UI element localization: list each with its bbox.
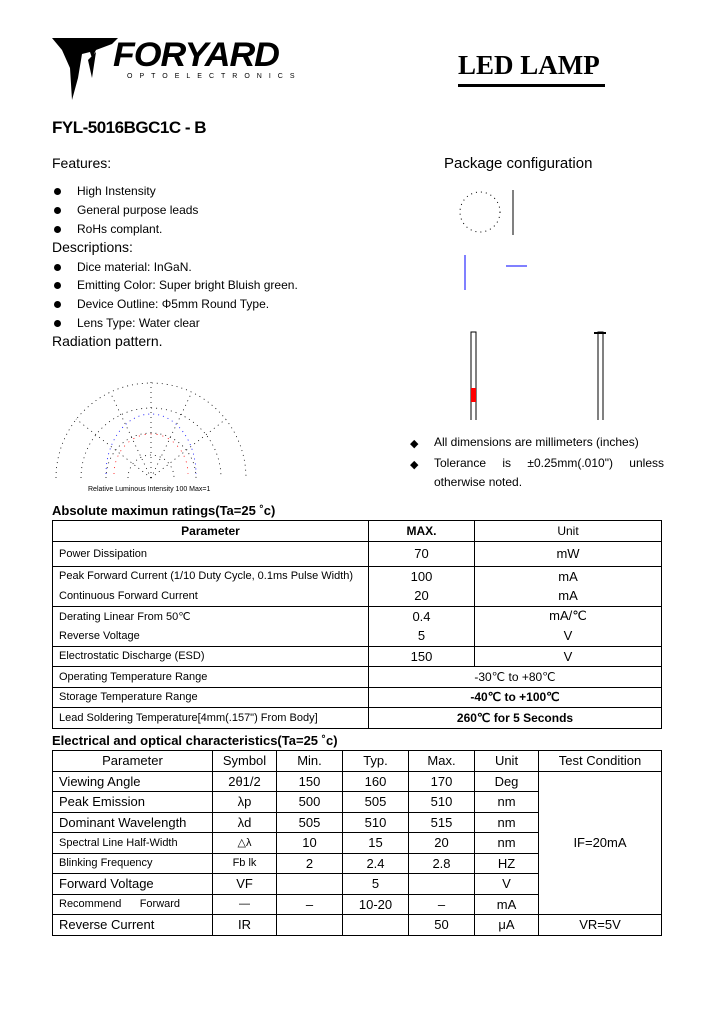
symbol-cell: — [213, 894, 277, 915]
unit-cell: nm [475, 792, 539, 813]
parameter-cell: Dominant Wavelength [53, 812, 213, 833]
unit-cell: Deg [475, 771, 539, 792]
max-cell: 515 [409, 812, 475, 833]
unit-cell: V [475, 874, 539, 895]
symbol-cell: VF [213, 874, 277, 895]
unit-cell: nm [475, 812, 539, 833]
min-cell: 500 [277, 792, 343, 813]
radiation-pattern-diagram [36, 374, 266, 486]
table-row: Derating Linear From 50℃ 0.4 mA/℃ [53, 606, 662, 626]
table-header-row: Parameter Symbol Min. Typ. Max. Unit Test Condition [53, 751, 662, 772]
feature-item: General purpose leads [77, 203, 198, 217]
max-cell [409, 874, 475, 895]
symbol-cell: Fb lk [213, 853, 277, 874]
diamond-bullet-icon: ◆ [410, 438, 419, 450]
parameter-cell: Recommend Forward [53, 894, 213, 915]
brand-logo-text: FORYARD [113, 36, 279, 74]
max-cell: 2.8 [409, 853, 475, 874]
symbol-cell: 2θ1/2 [213, 771, 277, 792]
test-condition-cell: IF=20mA [539, 771, 662, 915]
test-condition-cell: VR=5V [539, 915, 662, 936]
eo-characteristics-table [52, 750, 662, 936]
typ-cell: 15 [343, 833, 409, 854]
radiation-caption: Relative Luminous Intensity 100 Max=1 [88, 486, 211, 493]
parameter-cell: Viewing Angle [53, 771, 213, 792]
table-row: Peak Forward Current (1/10 Duty Cycle, 0.1ms Pulse Width) 100 mA [53, 566, 662, 586]
table-row: Continuous Forward Current 20 mA [53, 586, 662, 606]
typ-cell [343, 915, 409, 936]
max-cell: 170 [409, 771, 475, 792]
symbol-cell: IR [213, 915, 277, 936]
parameter-cell: Forward Voltage [53, 874, 213, 895]
table-row: Storage Temperature Range -40℃ to +100℃ [53, 687, 662, 708]
min-cell: 10 [277, 833, 343, 854]
min-cell: 150 [277, 771, 343, 792]
description-item: Lens Type: Water clear [77, 316, 200, 330]
typ-cell: 510 [343, 812, 409, 833]
unit-cell: nm [475, 833, 539, 854]
typ-cell: 160 [343, 771, 409, 792]
parameter-cell: Reverse Current [53, 915, 213, 936]
note-tolerance: ◆ Tolerance is ±0.25mm(.010") unless otherwise noted. [410, 456, 664, 489]
max-cell: – [409, 894, 475, 915]
description-item: Device Outline: Φ5mm Round Type. [77, 297, 269, 311]
parameter-cell: Blinking Frequency [53, 853, 213, 874]
eo-heading: Electrical and optical characteristics(Ta=25 ˚c) [52, 733, 338, 748]
note-dimensions: ◆ All dimensions are millimeters (inches) [410, 435, 639, 450]
typ-cell: 2.4 [343, 853, 409, 874]
min-cell [277, 874, 343, 895]
features-heading: Features: [52, 155, 112, 171]
title-underline [458, 84, 605, 87]
parameter-cell: Spectral Line Half-Width [53, 833, 213, 854]
description-item: Dice material: InGaN. [77, 260, 192, 274]
min-cell: – [277, 894, 343, 915]
document-title: LED LAMP [458, 50, 600, 80]
symbol-cell: △λ [213, 833, 277, 854]
table-row: Lead Soldering Temperature[4mm(.157") From Body] 260℃ for 5 Seconds [53, 708, 662, 729]
unit-cell: HZ [475, 853, 539, 874]
typ-cell: 10-20 [343, 894, 409, 915]
max-cell: 50 [409, 915, 475, 936]
package-drawing [440, 180, 640, 420]
table-row [53, 771, 662, 792]
descriptions-heading: Descriptions: [52, 239, 133, 255]
symbol-cell: λd [213, 812, 277, 833]
foryard-logo-icon [52, 38, 120, 100]
min-cell: 505 [277, 812, 343, 833]
radiation-heading: Radiation pattern. [52, 333, 163, 349]
table-row: Operating Temperature Range -30℃ to +80℃ [53, 667, 662, 688]
part-number: FYL-5016BGC1C - B [52, 118, 206, 137]
table-row: Reverse Voltage 5 V [53, 626, 662, 646]
max-cell: 510 [409, 792, 475, 813]
brand-subtitle: OPTOELECTRONICS [127, 73, 302, 80]
min-cell: 2 [277, 853, 343, 874]
unit-cell: mA [475, 894, 539, 915]
feature-item: High Instensity [77, 184, 156, 198]
abs-max-heading: Absolute maximun ratings(Ta=25 ˚c) [52, 503, 276, 518]
table-row: Electrostatic Discharge (ESD) 150 V [53, 646, 662, 667]
table-row: Power Dissipation 70 mW [53, 541, 662, 566]
feature-item: RoHs complant. [77, 222, 162, 236]
symbol-cell: λp [213, 792, 277, 813]
typ-cell: 5 [343, 874, 409, 895]
typ-cell: 505 [343, 792, 409, 813]
abs-max-table [52, 520, 662, 729]
table-row [53, 915, 662, 936]
max-cell: 20 [409, 833, 475, 854]
package-heading: Package configuration [444, 155, 593, 172]
description-item: Emitting Color: Super bright Bluish green. [77, 278, 298, 292]
min-cell [277, 915, 343, 936]
unit-cell: μA [475, 915, 539, 936]
diamond-bullet-icon: ◆ [410, 459, 419, 471]
table-header-row: Parameter MAX. Unit [53, 521, 662, 542]
parameter-cell: Peak Emission [53, 792, 213, 813]
